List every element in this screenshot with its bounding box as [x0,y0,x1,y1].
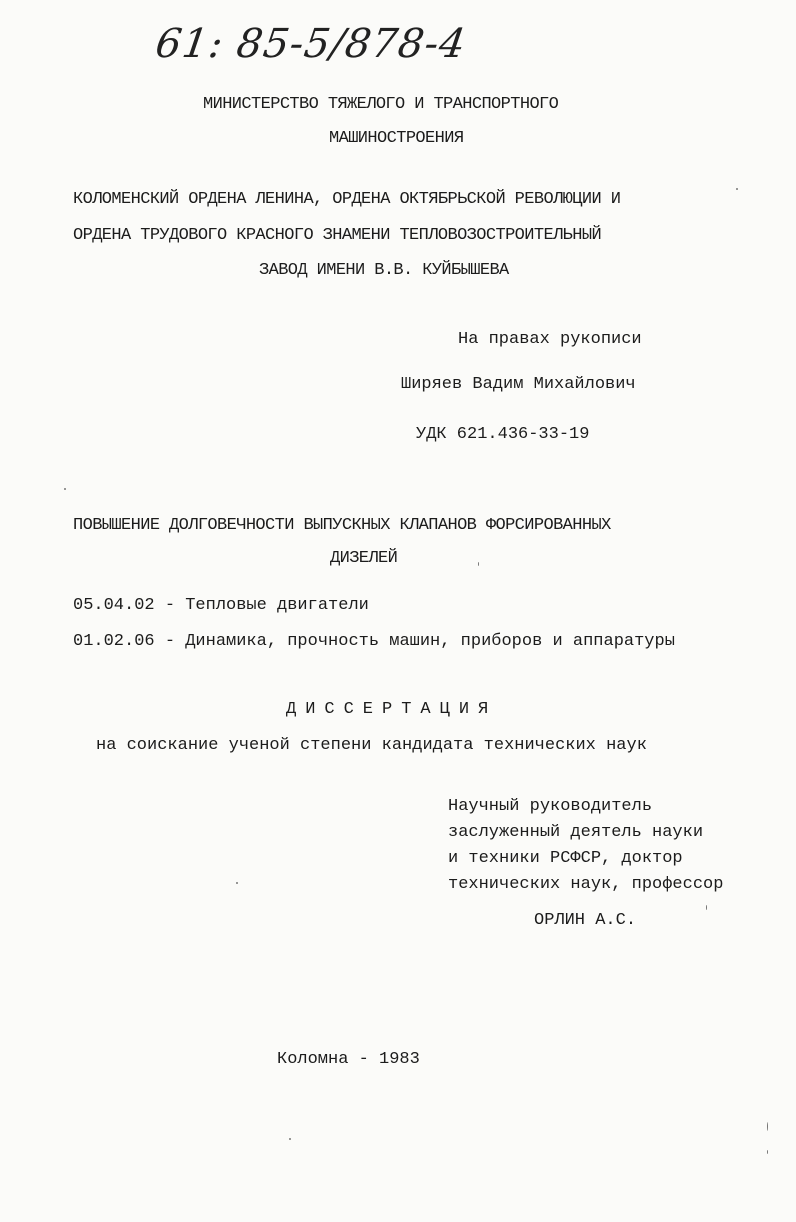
specialty-1: 05.04.02 - Тепловые двигатели [73,596,369,615]
scan-speck [767,1150,768,1154]
scan-speck [736,188,738,190]
scan-speck [478,562,479,566]
scan-speck [289,1138,291,1140]
scan-speck [706,905,707,910]
supervisor-line-4: технических наук, профессор [448,875,724,894]
ministry-line-2: МАШИНОСТРОЕНИЯ [329,129,464,148]
degree-line: на соискание ученой степени кандидата технических наук [96,736,647,755]
scan-speck [236,882,238,884]
supervisor-line-3: и техники РСФСР, доктор [448,849,683,868]
title-line-2: ДИЗЕЛЕЙ [330,549,398,568]
udc-code: УДК 621.436-33-19 [416,425,590,444]
title-line-1: ПОВЫШЕНИЕ ДОЛГОВЕЧНОСТИ ВЫПУСКНЫХ КЛАПАНОВ ФОРСИРОВАННЫХ [73,516,611,535]
manuscript-rights: На правах рукописи [458,330,642,349]
supervisor-line-1: Научный руководитель [448,797,653,816]
archive-number-handwritten: 61: 85-5/878-4 [152,21,469,67]
organization-line-3: ЗАВОД ИМЕНИ В.В. КУЙБЫШЕВА [259,261,509,280]
supervisor-name: ОРЛИН А.С. [534,911,637,930]
author-name: Ширяев Вадим Михайлович [401,375,636,394]
place-year: Коломна - 1983 [277,1050,420,1069]
specialty-2: 01.02.06 - Динамика, прочность машин, приборов и аппаратуры [73,632,675,651]
organization-line-2: ОРДЕНА ТРУДОВОГО КРАСНОГО ЗНАМЕНИ ТЕПЛОВОЗОСТРОИТЕЛЬНЫЙ [73,226,602,245]
scan-speck [767,1122,768,1131]
scan-speck [64,488,66,490]
document-type: ДИССЕРТАЦИЯ [286,700,498,719]
ministry-line-1: МИНИСТЕРСТВО ТЯЖЕЛОГО И ТРАНСПОРТНОГО [203,95,559,114]
supervisor-line-2: заслуженный деятель науки [448,823,704,842]
organization-line-1: КОЛОМЕНСКИЙ ОРДЕНА ЛЕНИНА, ОРДЕНА ОКТЯБРЬСКОЙ РЕВОЛЮЦИИ И [73,190,621,209]
